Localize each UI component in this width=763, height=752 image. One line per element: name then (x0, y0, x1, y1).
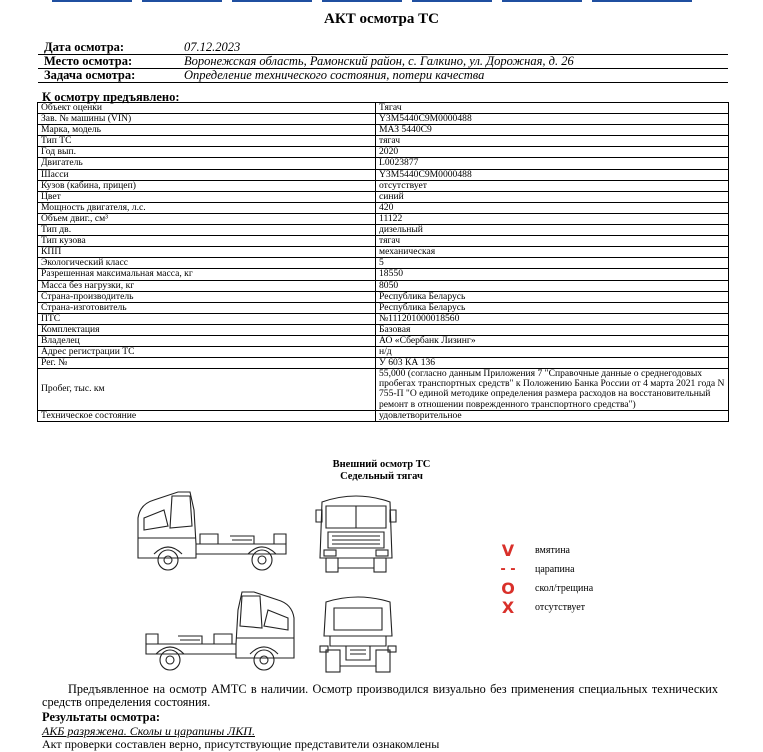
spec-row (38, 136, 729, 147)
spec-row (38, 358, 729, 369)
spec-value: 2020 (376, 147, 729, 158)
footer-note: Акт проверки составлен верно, присутствующие представители ознакомлены (42, 737, 440, 751)
missing-mark-icon: X (501, 598, 515, 617)
spec-row (38, 169, 729, 180)
spec-label: ПТС (38, 313, 376, 324)
spec-label: Разрешенная максимальная масса, кг (38, 269, 376, 280)
spec-row (38, 125, 729, 136)
spec-row (38, 191, 729, 202)
results-text: АКБ разряжена. Сколы и царапины ЛКП. (42, 724, 255, 738)
spec-label: Год вып. (38, 147, 376, 158)
spec-label: Мощность двигателя, л.с. (38, 202, 376, 213)
truck-side-view-icon (134, 488, 294, 576)
spec-label: Масса без нагрузки, кг (38, 280, 376, 291)
spec-value: Y3M5440C9M0000488 (376, 114, 729, 125)
spec-label: Тип ТС (38, 136, 376, 147)
spec-value: удовлетворительное (376, 410, 729, 421)
meta-value: Воронежская область, Рамонский район, с. Галкино, ул. Дорожная, д. 26 (184, 54, 574, 68)
spec-value: Базовая (376, 324, 729, 335)
legend-item-dent (497, 543, 627, 561)
inspection-note: Предъявленное на осмотр АМТС в наличии. Осмотр производился визуально без применения специальных технических средств определения состояния. (42, 682, 718, 709)
meta-label: Место осмотра: (44, 54, 133, 68)
spec-row (38, 369, 729, 410)
scratch-mark-icon: - - (500, 562, 516, 577)
spec-value: 11122 (376, 213, 729, 224)
legend-item-missing (497, 600, 627, 618)
dent-mark-icon: V (501, 541, 515, 560)
results-heading: Результаты осмотра: (42, 710, 160, 724)
meta-row-date (38, 40, 728, 55)
spec-value: дизельный (376, 225, 729, 236)
visual-subtitle: Седельный тягач (340, 471, 423, 482)
spec-row (38, 280, 729, 291)
truck-front-view-icon (314, 488, 398, 576)
spec-row (38, 291, 729, 302)
spec-label: Адрес регистрации ТС (38, 347, 376, 358)
spec-value: Республика Беларусь (376, 291, 729, 302)
meta-row-place (38, 54, 728, 69)
legend-label: вмятина (535, 545, 570, 556)
spec-row (38, 202, 729, 213)
spec-label: Техническое состояние (38, 410, 376, 421)
spec-row (38, 225, 729, 236)
spec-row (38, 324, 729, 335)
spec-row (38, 247, 729, 258)
spec-label: Страна-изготовитель (38, 302, 376, 313)
spec-value: У 603 КА 136 (376, 358, 729, 369)
section-title: К осмотру предъявлено: (42, 90, 180, 104)
spec-label: Кузов (кабина, прицеп) (38, 180, 376, 191)
specs-table (37, 102, 729, 422)
spec-value: Y3M5440C9M0000488 (376, 169, 729, 180)
spec-row (38, 158, 729, 169)
document-title: АКТ осмотра ТС (324, 11, 439, 27)
spec-label: Марка, модель (38, 125, 376, 136)
spec-label: Экологический класс (38, 258, 376, 269)
spec-row (38, 347, 729, 358)
spec-value: Республика Беларусь (376, 302, 729, 313)
meta-label: Дата осмотра: (44, 40, 125, 54)
legend-label: царапина (535, 564, 575, 575)
spec-value: механическая (376, 247, 729, 258)
spec-label: КПП (38, 247, 376, 258)
spec-row (38, 335, 729, 346)
spec-row (38, 302, 729, 313)
spec-value: синий (376, 191, 729, 202)
spec-value: отсутствует (376, 180, 729, 191)
truck-side-view-left-icon (138, 588, 298, 676)
spec-value: L0023877 (376, 158, 729, 169)
spec-label: Тип кузова (38, 236, 376, 247)
meta-row-task (38, 68, 728, 83)
legend-label: скол/трещина (535, 583, 594, 594)
spec-value: 18550 (376, 269, 729, 280)
legend-item-scratch (497, 562, 627, 580)
spec-label: Тип дв. (38, 225, 376, 236)
spec-row (38, 103, 729, 114)
spec-value: 55,000 (согласно данным Приложения 7 "Справочные данные о среднегодовых пробегах транспортных средств" к Положению Банка России от 4 марта 2021 года N 755-П "О единой методике определения размера расходов на восстановительный ремонт в отношении поврежденного транспортного средства") (376, 369, 729, 410)
spec-row (38, 147, 729, 158)
spec-value: тягач (376, 236, 729, 247)
spec-row (38, 313, 729, 324)
spec-label: Цвет (38, 191, 376, 202)
spec-value: МАЗ 5440С9 (376, 125, 729, 136)
spec-value: тягач (376, 136, 729, 147)
spec-value: н/д (376, 347, 729, 358)
spec-row (38, 269, 729, 280)
legend-label: отсутствует (535, 602, 586, 613)
spec-label: Страна-производитель (38, 291, 376, 302)
spec-row (38, 213, 729, 224)
meta-value: Определение технического состояния, потери качества (184, 68, 485, 82)
spec-row (38, 180, 729, 191)
spec-row (38, 258, 729, 269)
spec-label: Комплектация (38, 324, 376, 335)
visual-inspection-title (0, 459, 763, 483)
visual-title: Внешний осмотр ТС (332, 459, 431, 470)
legend-item-chip (497, 581, 627, 599)
spec-label: Объем двиг., см³ (38, 213, 376, 224)
spec-label: Владелец (38, 335, 376, 346)
spec-value: АО «Сбербанк Лизинг» (376, 335, 729, 346)
spec-label: Объект оценки (38, 103, 376, 114)
spec-row (38, 410, 729, 421)
spec-label: Двигатель (38, 158, 376, 169)
spec-label: Зав. № машины (VIN) (38, 114, 376, 125)
spec-label: Рег. № (38, 358, 376, 369)
spec-label: Шасси (38, 169, 376, 180)
spec-value: 420 (376, 202, 729, 213)
spec-row (38, 114, 729, 125)
meta-value: 07.12.2023 (184, 40, 241, 54)
top-band (0, 0, 763, 6)
spec-value: Тягач (376, 103, 729, 114)
meta-label: Задача осмотра: (44, 68, 136, 82)
spec-value: №111201000018560 (376, 313, 729, 324)
chip-crack-mark-icon: O (501, 579, 515, 598)
spec-row (38, 236, 729, 247)
truck-rear-view-icon (316, 590, 400, 676)
spec-label: Пробег, тыс. км (38, 369, 376, 410)
spec-value: 8050 (376, 280, 729, 291)
spec-value: 5 (376, 258, 729, 269)
